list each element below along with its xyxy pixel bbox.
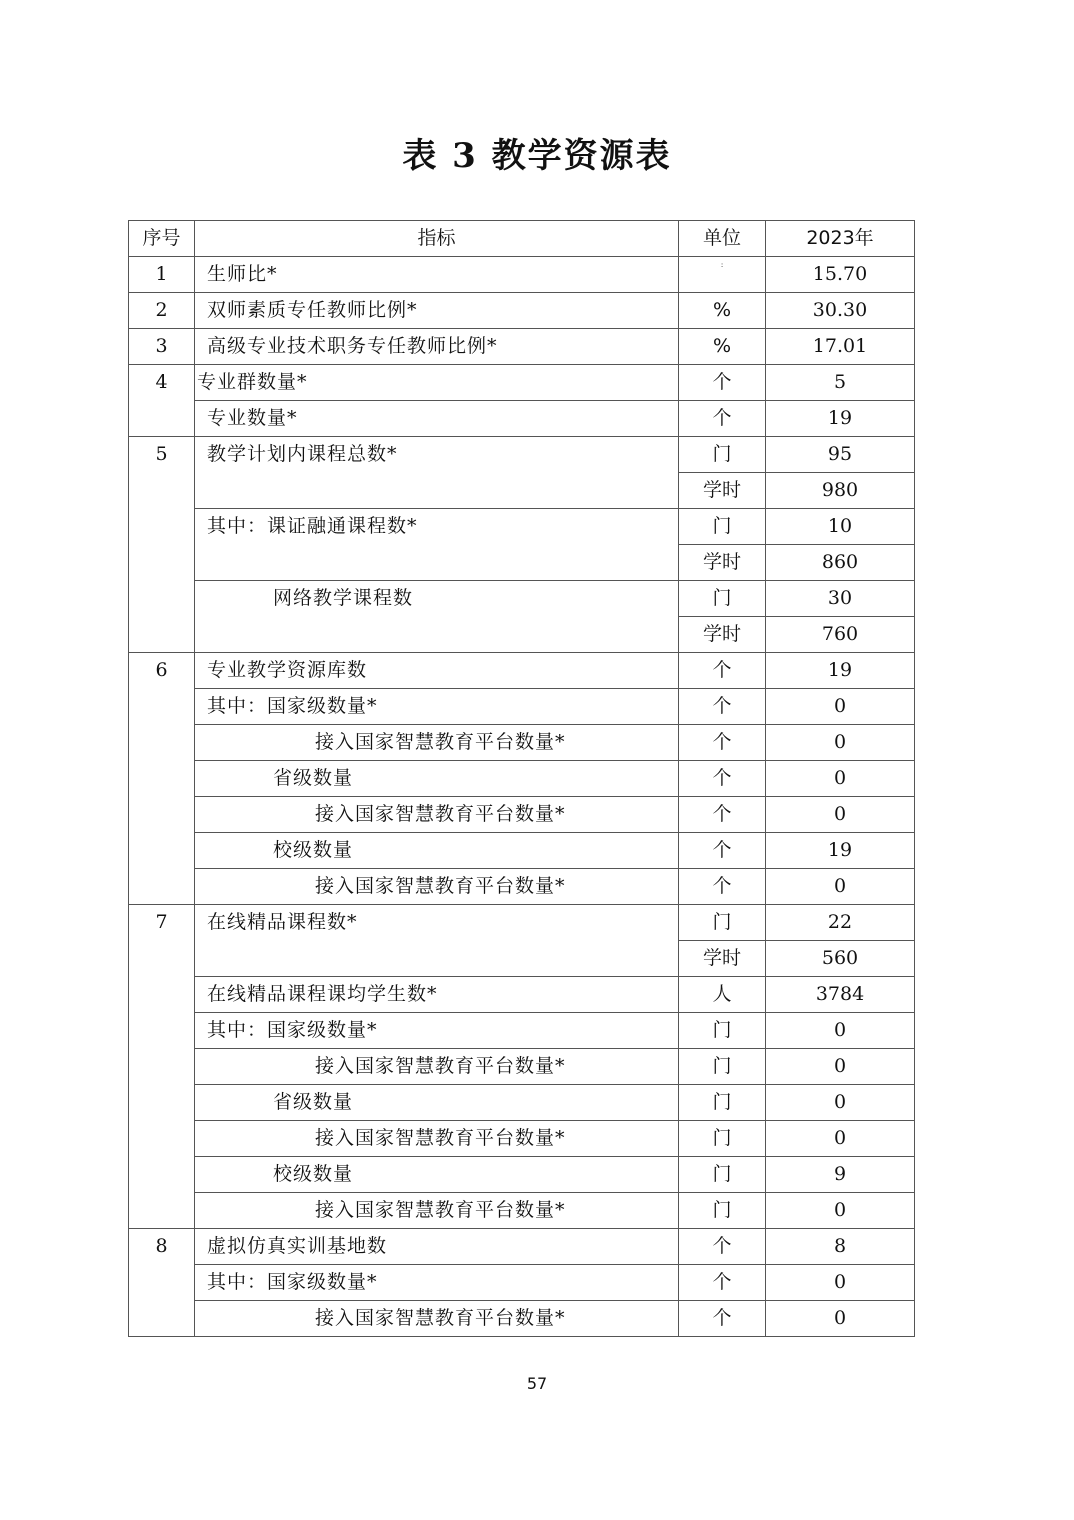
table-row [129, 869, 915, 905]
row-value: 30.30 [766, 293, 915, 329]
table-row [129, 581, 915, 617]
row-unit: 个 [679, 1229, 766, 1265]
row-unit: 门 [679, 1013, 766, 1049]
header-seq: 序号 [129, 221, 195, 257]
table-row [129, 293, 915, 329]
row-unit: % [679, 293, 766, 329]
row-value: 0 [766, 1121, 915, 1157]
table-row [129, 1229, 915, 1265]
row-value: 17.01 [766, 329, 915, 365]
table-row [129, 725, 915, 761]
table-row [129, 833, 915, 869]
row-indicator: 专业数量* [195, 401, 679, 437]
row-unit: 门 [679, 509, 766, 545]
table-row [129, 365, 915, 401]
table-row [129, 1157, 915, 1193]
row-indicator: 省级数量 [195, 761, 679, 797]
row-value: 0 [766, 1085, 915, 1121]
row-unit [679, 257, 766, 293]
row-indicator: 接入国家智慧教育平台数量* [195, 725, 679, 761]
table-row [129, 257, 915, 293]
table-row [129, 329, 915, 365]
row-unit: 个 [679, 761, 766, 797]
row-value: 10 [766, 509, 915, 545]
row-unit: 学时 [679, 473, 766, 509]
row-indicator: 其中：国家级数量* [195, 1265, 679, 1301]
row-unit: 个 [679, 1265, 766, 1301]
row-value: 19 [766, 401, 915, 437]
table-row [129, 1301, 915, 1337]
header-indicator: 指标 [195, 221, 679, 257]
row-seq: 1 [129, 257, 195, 293]
row-value: 8 [766, 1229, 915, 1265]
header-year: 2023年 [766, 221, 915, 257]
row-indicator: 接入国家智慧教育平台数量* [195, 1121, 679, 1157]
row-indicator: 省级数量 [195, 1085, 679, 1121]
row-unit-text: ꞉ [720, 261, 724, 269]
row-unit: 人 [679, 977, 766, 1013]
table-row [129, 1013, 915, 1049]
row-indicator: 接入国家智慧教育平台数量* [195, 797, 679, 833]
row-value: 22 [766, 905, 915, 941]
row-value: 860 [766, 545, 915, 581]
row-indicator: 专业群数量* [195, 365, 679, 401]
row-indicator: 接入国家智慧教育平台数量* [195, 869, 679, 905]
table-row [129, 977, 915, 1013]
row-indicator: 教学计划内课程总数* [195, 437, 679, 509]
row-indicator: 其中：课证融通课程数* [195, 509, 679, 581]
row-seq: 5 [129, 437, 195, 653]
row-value: 760 [766, 617, 915, 653]
row-unit: 个 [679, 689, 766, 725]
row-indicator: 接入国家智慧教育平台数量* [195, 1193, 679, 1229]
table-row [129, 905, 915, 941]
table-row [129, 1121, 915, 1157]
row-value: 95 [766, 437, 915, 473]
row-indicator: 接入国家智慧教育平台数量* [195, 1301, 679, 1337]
header-unit: 单位 [679, 221, 766, 257]
row-indicator: 双师素质专任教师比例* [195, 293, 679, 329]
row-unit: 门 [679, 1193, 766, 1229]
row-unit: 个 [679, 833, 766, 869]
row-unit: 个 [679, 797, 766, 833]
row-value: 0 [766, 1265, 915, 1301]
row-value: 0 [766, 797, 915, 833]
table-row [129, 509, 915, 545]
row-value: 0 [766, 869, 915, 905]
row-unit: % [679, 329, 766, 365]
table-row [129, 689, 915, 725]
row-indicator: 校级数量 [195, 1157, 679, 1193]
row-value: 5 [766, 365, 915, 401]
row-unit: 个 [679, 725, 766, 761]
row-unit: 个 [679, 653, 766, 689]
row-seq: 3 [129, 329, 195, 365]
row-value: 980 [766, 473, 915, 509]
row-unit: 学时 [679, 941, 766, 977]
row-value: 30 [766, 581, 915, 617]
row-indicator: 生师比* [195, 257, 679, 293]
row-value: 19 [766, 653, 915, 689]
row-unit: 个 [679, 869, 766, 905]
row-unit: 个 [679, 401, 766, 437]
table-row [129, 1049, 915, 1085]
row-unit: 门 [679, 1157, 766, 1193]
row-indicator: 接入国家智慧教育平台数量* [195, 1049, 679, 1085]
row-value: 0 [766, 1013, 915, 1049]
table-row [129, 437, 915, 473]
table-row [129, 1085, 915, 1121]
row-value: 560 [766, 941, 915, 977]
row-unit: 门 [679, 1085, 766, 1121]
row-seq: 7 [129, 905, 195, 1229]
row-value: 0 [766, 1301, 915, 1337]
row-value: 0 [766, 1049, 915, 1085]
row-value: 9 [766, 1157, 915, 1193]
row-seq: 2 [129, 293, 195, 329]
row-value: 15.70 [766, 257, 915, 293]
teaching-resources-table [128, 220, 915, 1337]
row-unit: 学时 [679, 617, 766, 653]
row-value: 3784 [766, 977, 915, 1013]
table-row [129, 653, 915, 689]
row-indicator: 虚拟仿真实训基地数 [195, 1229, 679, 1265]
row-unit: 学时 [679, 545, 766, 581]
row-unit: 个 [679, 1301, 766, 1337]
row-seq: 8 [129, 1229, 195, 1337]
row-indicator: 在线精品课程课均学生数* [195, 977, 679, 1013]
row-seq: 4 [129, 365, 195, 437]
row-seq: 6 [129, 653, 195, 905]
row-unit: 门 [679, 1121, 766, 1157]
table-row [129, 797, 915, 833]
row-indicator: 校级数量 [195, 833, 679, 869]
row-value: 0 [766, 761, 915, 797]
table-row [129, 1265, 915, 1301]
row-indicator: 高级专业技术职务专任教师比例* [195, 329, 679, 365]
table-row [129, 401, 915, 437]
row-value: 0 [766, 725, 915, 761]
table-header-row [129, 221, 915, 257]
row-value: 19 [766, 833, 915, 869]
row-indicator: 网络教学课程数 [195, 581, 679, 653]
row-indicator: 在线精品课程数* [195, 905, 679, 977]
row-unit: 个 [679, 365, 766, 401]
table-row [129, 1193, 915, 1229]
row-indicator: 专业教学资源库数 [195, 653, 679, 689]
row-indicator: 其中：国家级数量* [195, 1013, 679, 1049]
row-unit: 门 [679, 581, 766, 617]
page-number: 57 [526, 1374, 548, 1393]
row-unit: 门 [679, 437, 766, 473]
row-indicator: 其中：国家级数量* [195, 689, 679, 725]
row-unit: 门 [679, 905, 766, 941]
page-title: 表 3 教学资源表 [402, 136, 672, 176]
row-value: 0 [766, 1193, 915, 1229]
row-value: 0 [766, 689, 915, 725]
table-row [129, 761, 915, 797]
row-unit: 门 [679, 1049, 766, 1085]
